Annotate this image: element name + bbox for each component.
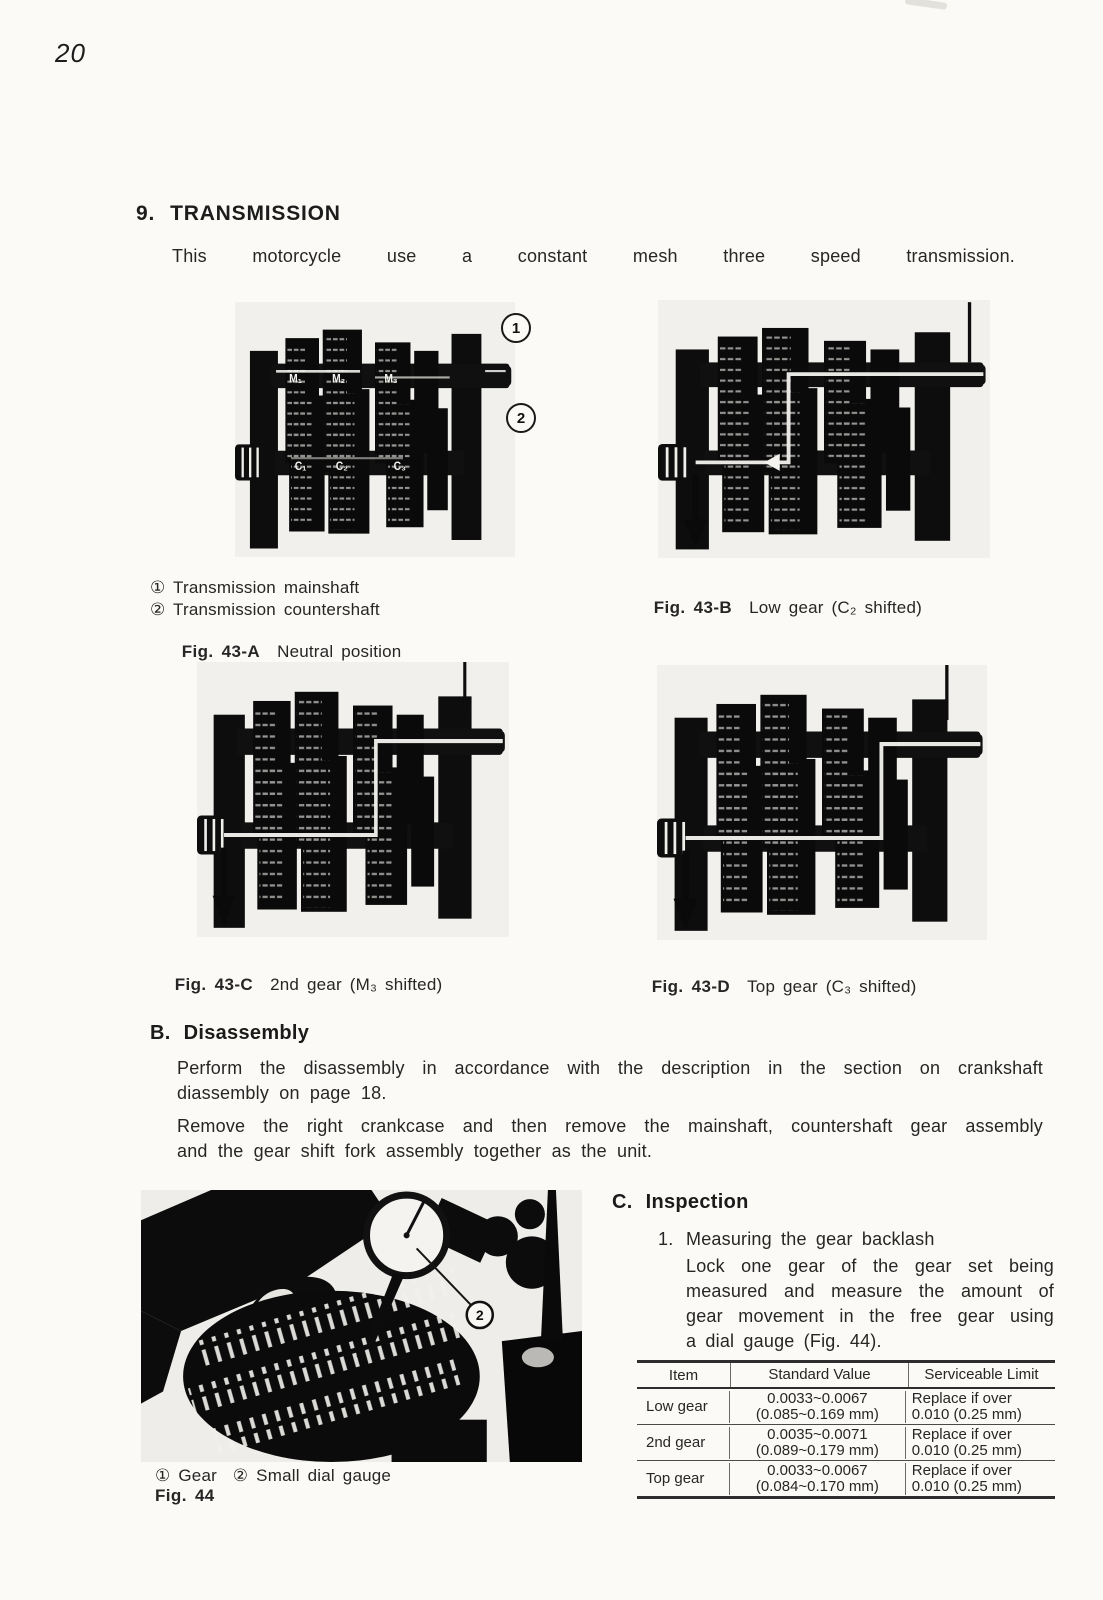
gear-label-c1: C₁	[294, 460, 307, 474]
fig43b-caption-text: Low gear (C₂ shifted)	[749, 598, 922, 617]
standard-mm: (0.084~0.170 mm)	[755, 1477, 879, 1495]
disassembly-prefix: B.	[150, 1022, 171, 1044]
fig44-label: Fig. 44	[155, 1486, 215, 1505]
fig43a-legend-2: ② Transmission countershaft	[150, 600, 380, 619]
limit-value: 0.010 (0.25 mm)	[911, 1441, 1022, 1459]
fig44-legend: ① Gear ② Small dial gauge	[155, 1466, 392, 1485]
paragraph-line: diassembly on page 18.	[177, 1083, 387, 1103]
section-number: 9.	[136, 202, 156, 225]
gear-label-c2: C₂	[335, 460, 348, 474]
inspection-item-number: 1.	[658, 1229, 674, 1249]
table-row	[637, 1389, 1055, 1424]
row-serviceable-limit	[906, 1391, 1055, 1423]
gear-label-m3: M₃	[384, 373, 398, 386]
fig43d-caption-text: Top gear (C₃ shifted)	[747, 977, 917, 996]
disassembly-heading	[150, 1022, 309, 1045]
table-row	[637, 1460, 1055, 1496]
page-number: 20	[55, 38, 86, 68]
scan-smudge	[905, 0, 948, 10]
fig43c-label: Fig. 43-C	[174, 975, 254, 994]
paragraph-line: a dial gauge (Fig. 44).	[686, 1331, 882, 1351]
fig43b-photo	[658, 300, 990, 558]
paragraph-line: Remove the right crankcase and then remove the mainshaft, countershaft gear assembly	[177, 1116, 1043, 1136]
standard-inches: 0.0033~0.0067	[767, 1461, 868, 1479]
fig43d-caption	[620, 957, 917, 1017]
row-item: 2nd gear	[646, 1434, 706, 1451]
section-intro: This motorcycle use a constant mesh three speed transmission.	[172, 246, 1015, 266]
standard-mm: (0.085~0.169 mm)	[755, 1405, 879, 1423]
limit-text: Replace if over	[911, 1461, 1012, 1479]
col-header-item: Item	[668, 1366, 699, 1384]
disassembly-heading-text: Disassembly	[183, 1022, 310, 1044]
row-serviceable-limit	[906, 1427, 1055, 1459]
paragraph-line: and the gear shift fork assembly together as the unit.	[177, 1141, 653, 1161]
section-title-text: TRANSMISSION	[170, 202, 341, 225]
callout-1-marker: 1	[501, 313, 531, 343]
limit-text: Replace if over	[911, 1425, 1012, 1443]
table-header-row	[637, 1363, 1055, 1389]
standard-inches: 0.0035~0.0071	[767, 1425, 868, 1443]
inspection-body	[686, 1254, 1054, 1354]
row-item: Low gear	[646, 1398, 708, 1415]
fig43a-legend-1: ① Transmission mainshaft	[150, 578, 360, 597]
limit-text: Replace if over	[911, 1389, 1012, 1407]
standard-inches: 0.0033~0.0067	[767, 1389, 868, 1407]
disassembly-para-1	[177, 1056, 1043, 1106]
paragraph-line: measured and measure the amount of	[686, 1281, 1054, 1301]
fig43c-caption	[143, 955, 442, 1015]
fig43b-label: Fig. 43-B	[653, 598, 733, 617]
paragraph-line: Perform the disassembly in accordance with the description in the section on crankshaft	[177, 1058, 1043, 1078]
fig43c-photo	[197, 662, 509, 937]
gear-label-c3: C₃	[393, 460, 406, 474]
fig43a-photo	[235, 302, 515, 557]
callout-2-marker: 2	[506, 403, 536, 433]
limit-value: 0.010 (0.25 mm)	[911, 1405, 1022, 1423]
inspection-prefix: C.	[612, 1191, 633, 1213]
standard-mm: (0.089~0.179 mm)	[755, 1441, 879, 1459]
col-header-standard-value: Standard Value	[730, 1363, 909, 1387]
paragraph-line: Lock one gear of the gear set being	[686, 1256, 1054, 1276]
fig43b-caption	[622, 578, 922, 638]
gear-label-m1: M₁	[289, 373, 302, 386]
fig44-photo	[141, 1190, 582, 1462]
fig43a-caption-text: Neutral position	[277, 642, 402, 661]
inspection-heading-text: Inspection	[645, 1191, 749, 1213]
row-item: Top gear	[646, 1470, 705, 1487]
fig44-callout-2-marker: 2	[475, 1306, 484, 1323]
backlash-spec-table	[637, 1360, 1055, 1499]
row-standard-value	[729, 1463, 906, 1495]
row-standard-value	[729, 1391, 906, 1423]
inspection-heading	[612, 1191, 749, 1214]
paragraph-line: gear movement in the free gear using	[686, 1306, 1054, 1326]
gear-label-m2: M₂	[332, 373, 346, 386]
row-serviceable-limit	[906, 1463, 1055, 1495]
fig43d-label: Fig. 43-D	[651, 977, 731, 996]
fig43a-label: Fig. 43-A	[181, 642, 261, 661]
section-title	[136, 202, 341, 226]
limit-value: 0.010 (0.25 mm)	[911, 1477, 1022, 1495]
table-row	[637, 1424, 1055, 1460]
col-header-serviceable-limit: Serviceable Limit	[924, 1366, 1039, 1383]
fig43d-photo	[657, 665, 987, 940]
inspection-item-title: Measuring the gear backlash	[686, 1229, 935, 1249]
row-standard-value	[729, 1427, 906, 1459]
fig43c-caption-text: 2nd gear (M₃ shifted)	[270, 975, 443, 994]
disassembly-para-2	[177, 1114, 1043, 1164]
